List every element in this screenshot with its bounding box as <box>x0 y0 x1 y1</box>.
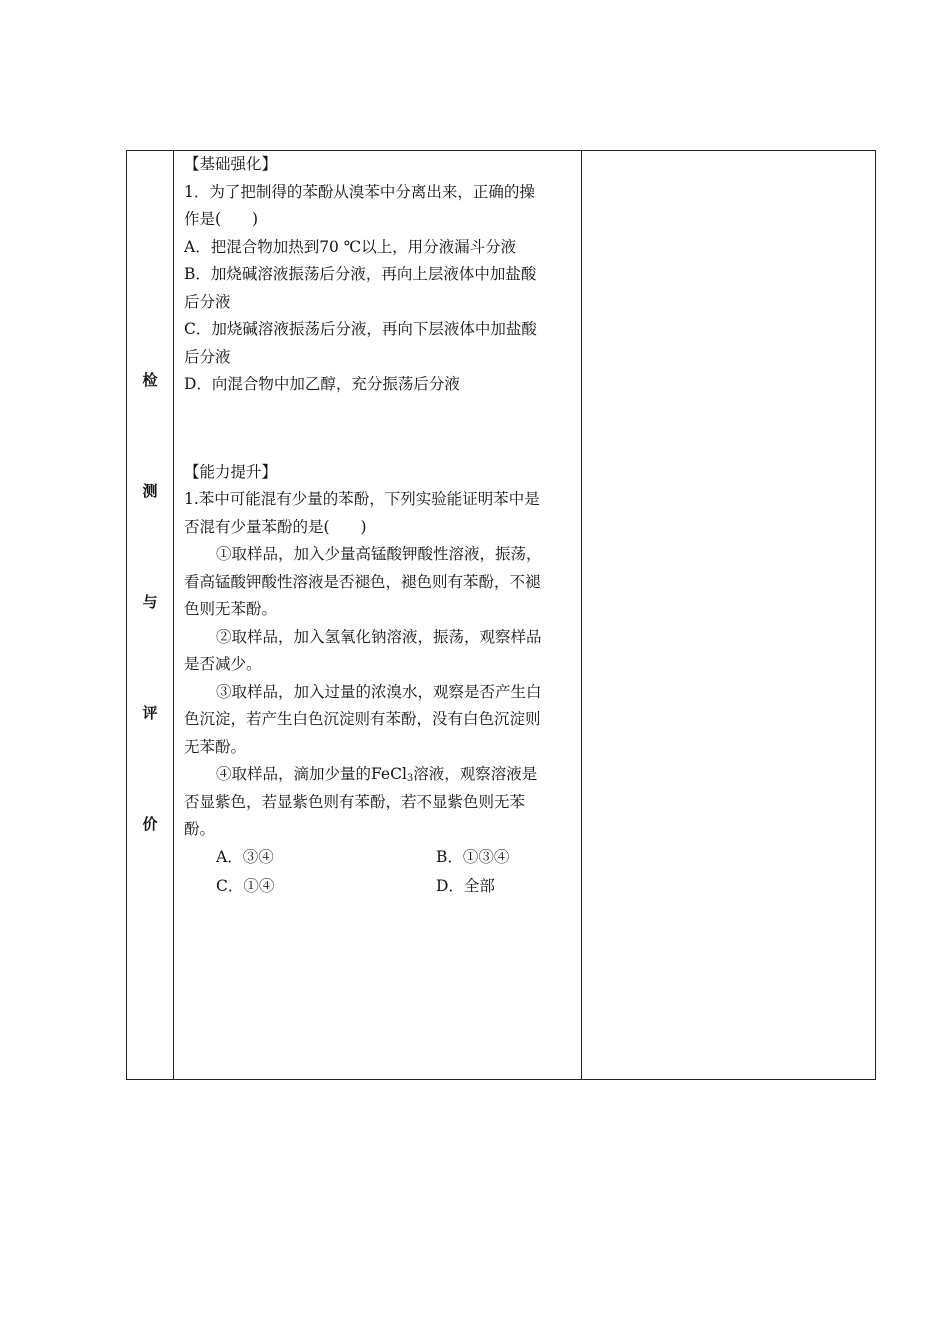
statement-text: 否显紫色，若显紫色则有苯酚，若不显紫色则无苯 <box>184 792 526 811</box>
side-label-char: 测 <box>142 482 158 500</box>
side-label-char: 检 <box>142 371 158 389</box>
option-text: A．把混合物加热到70 ℃以上，用分液漏斗分液 <box>184 237 517 256</box>
question-text: 作是( ) <box>184 210 259 228</box>
option-text: B．加烧碱溶液振荡后分液，再向上层液体中加盐酸 <box>184 265 537 283</box>
statement-text: 色则无苯酚。 <box>184 600 278 618</box>
section-heading: 【能力提升】 <box>184 462 278 481</box>
statement-text: ③取样品，加入过量的浓溴水，观察是否产生白 <box>216 682 542 701</box>
statement-text-part: ④取样品，滴加少量的FeCl <box>216 765 407 783</box>
side-label-char: 价 <box>142 815 158 833</box>
option-text: D．向混合物中加乙醇，充分振荡后分液 <box>184 375 460 393</box>
answer-option-d: D．全部 <box>436 876 495 895</box>
worksheet-table <box>126 150 876 1080</box>
question-text: 1．为了把制得的苯酚从溴苯中分离出来，正确的操 <box>184 182 535 201</box>
option-text: 后分液 <box>184 292 231 311</box>
statement-text-part: 溶液，观察溶液是 <box>413 765 538 783</box>
question-content <box>184 151 576 902</box>
answer-options-row <box>184 873 576 902</box>
section-heading: 【基础强化】 <box>184 155 278 173</box>
answer-options-row <box>184 844 576 873</box>
side-label-char: 评 <box>142 704 158 722</box>
column-divider <box>581 151 582 1079</box>
statement-text: 无苯酚。 <box>184 737 247 756</box>
statement-text: 看高锰酸钾酸性溶液是否褪色，褪色则有苯酚，不褪 <box>184 572 541 591</box>
side-label-column <box>127 151 174 1079</box>
statement-text: 酚。 <box>184 820 216 838</box>
side-label-char: 与 <box>142 593 158 611</box>
statement-text: 是否减少。 <box>184 655 262 673</box>
answer-option-c: C．①④ <box>216 876 275 895</box>
statement-text <box>184 761 576 789</box>
question-text: 1.苯中可能混有少量的苯酚，下列实验能证明苯中是 <box>184 490 540 508</box>
answer-option-a: A．③④ <box>216 847 274 866</box>
option-text: 后分液 <box>184 347 231 366</box>
option-text: C．加烧碱溶液振荡后分液，再向下层液体中加盐酸 <box>184 320 537 338</box>
subscript: 3 <box>406 773 414 784</box>
answer-option-b: B．①③④ <box>436 847 510 866</box>
statement-text: 色沉淀，若产生白色沉淀则有苯酚，没有白色沉淀则 <box>184 710 541 728</box>
statement-text: ①取样品，加入少量高锰酸钾酸性溶液，振荡， <box>216 545 542 563</box>
statement-text: ②取样品，加入氢氧化钠溶液，振荡，观察样品 <box>216 627 542 646</box>
question-text: 否混有少量苯酚的是( ) <box>184 517 367 536</box>
